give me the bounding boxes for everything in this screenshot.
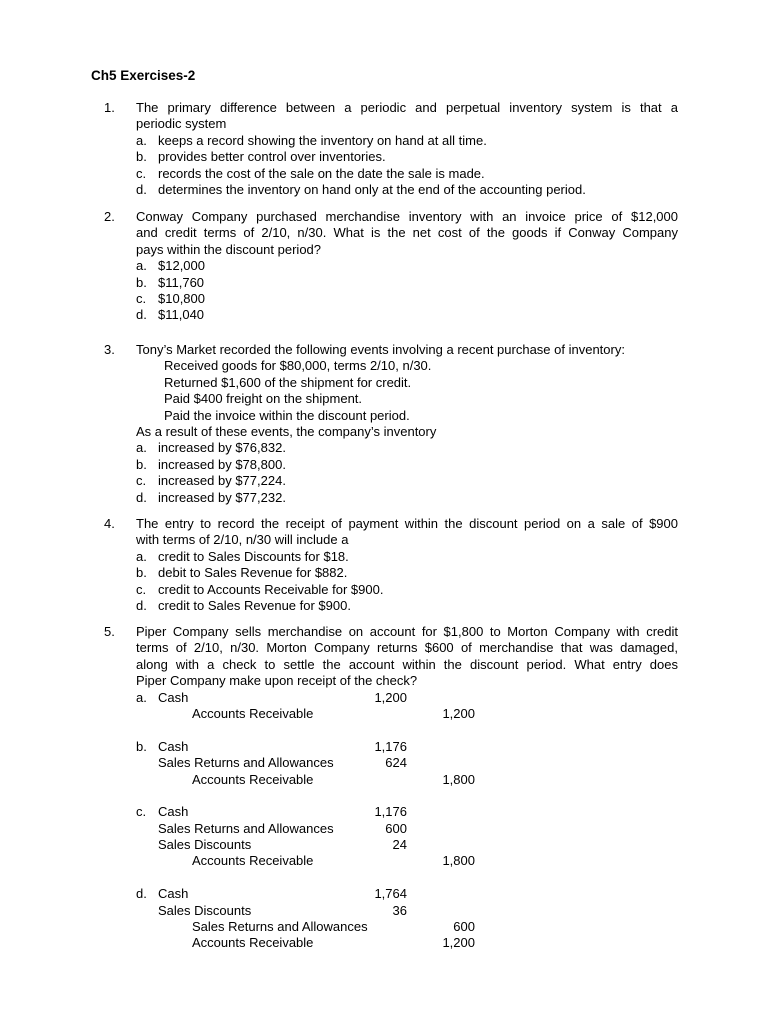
question-text xyxy=(136,100,678,198)
option-letter: b. xyxy=(136,565,147,581)
event-text: Paid the invoice within the discount period. xyxy=(164,407,410,423)
option-letter: a. xyxy=(136,132,147,148)
account-name: Sales Returns and Allowances xyxy=(158,820,334,836)
question-number: 5. xyxy=(104,624,115,639)
option-letter: d. xyxy=(136,181,147,197)
answer-option xyxy=(136,473,678,489)
account-name: Cash xyxy=(158,689,189,705)
option-text: $11,760 xyxy=(158,274,205,290)
question-line: The primary difference between a periodic and perpetual inventory system is that a xyxy=(136,100,678,115)
journal-entry-row xyxy=(136,935,678,951)
journal-entry-row xyxy=(136,739,678,755)
option-text: increased by $76,832. xyxy=(158,440,286,456)
journal-entry-row xyxy=(136,755,678,771)
option-text: $11,040 xyxy=(158,307,205,323)
journal-entry-row xyxy=(136,903,678,919)
answer-option xyxy=(136,182,678,198)
question-line: Tony’s Market recorded the following events involving a recent purchase of inventory: xyxy=(136,342,625,357)
debit-amount: 1,176 xyxy=(374,738,407,754)
credit-amount: 1,200 xyxy=(442,705,475,721)
question-text xyxy=(136,516,678,614)
event-line xyxy=(136,358,678,374)
option-letter: b. xyxy=(136,738,147,754)
option-letter: c. xyxy=(136,290,147,306)
answer-option xyxy=(136,565,678,581)
question-line: Conway Company purchased merchandise inventory with an invoice price of $12,000 xyxy=(136,209,678,224)
account-name: Cash xyxy=(158,804,189,820)
answer-option xyxy=(136,258,678,274)
debit-amount: 36 xyxy=(392,902,407,918)
option-text: credit to Sales Revenue for $900. xyxy=(158,597,351,613)
question-line: and credit terms of 2/10, n/30. What is the net cost of the goods if Conway Company xyxy=(136,225,678,241)
question-number: 3. xyxy=(104,342,115,357)
question-line: Piper Company sells merchandise on account for $1,800 to Morton Company with credit xyxy=(136,624,678,639)
option-text: credit to Accounts Receivable for $900. xyxy=(158,581,384,597)
question-text xyxy=(136,624,678,952)
answer-option xyxy=(136,549,678,565)
journal-entry-row xyxy=(136,886,678,902)
option-text: records the cost of the sale on the date the sale is made. xyxy=(158,165,485,181)
answer-option xyxy=(136,307,678,323)
journal-entry-row xyxy=(136,919,678,935)
account-name: Sales Returns and Allowances xyxy=(192,919,368,935)
question-line: pays within the discount period? xyxy=(136,241,322,257)
answer-option xyxy=(136,166,678,182)
journal-entry-row xyxy=(136,837,678,853)
journal-entry-row xyxy=(136,690,678,706)
account-name: Cash xyxy=(158,738,189,754)
question-line: with terms of 2/10, n/30 will include a xyxy=(136,532,349,548)
account-name: Accounts Receivable xyxy=(192,771,314,787)
option-text: $10,800 xyxy=(158,290,205,306)
option-letter: b. xyxy=(136,274,147,290)
answer-option xyxy=(136,598,678,614)
event-line xyxy=(136,375,678,391)
option-letter: b. xyxy=(136,149,147,165)
event-line xyxy=(136,408,678,424)
option-letter: d. xyxy=(136,489,147,505)
event-text: Returned $1,600 of the shipment for credit. xyxy=(164,374,412,390)
debit-amount: 1,176 xyxy=(374,804,407,820)
event-text: Received goods for $80,000, terms 2/10, n/30. xyxy=(164,358,432,374)
credit-amount: 1,800 xyxy=(442,771,475,787)
question-number: 2. xyxy=(104,209,115,224)
question-text xyxy=(136,342,678,506)
journal-entry-row xyxy=(136,853,678,869)
credit-amount: 600 xyxy=(453,919,475,935)
answer-option xyxy=(136,133,678,149)
option-letter: a. xyxy=(136,440,147,456)
option-letter: d. xyxy=(136,307,147,323)
option-letter: c. xyxy=(136,473,147,489)
option-text: $12,000 xyxy=(158,258,205,274)
credit-amount: 1,200 xyxy=(442,935,475,951)
option-letter: a. xyxy=(136,689,147,705)
question-line: The entry to record the receipt of payment within the discount period on a sale of $900 xyxy=(136,516,678,531)
question-number: 4. xyxy=(104,516,115,531)
question-text xyxy=(136,209,678,324)
answer-option xyxy=(136,291,678,307)
account-name: Sales Returns and Allowances xyxy=(158,755,334,771)
account-name: Accounts Receivable xyxy=(192,705,314,721)
question-line: periodic system xyxy=(136,116,227,132)
option-letter: c. xyxy=(136,804,147,820)
question-line: terms of 2/10, n/30. Morton Company returns $600 of merchandise that was damaged, xyxy=(136,640,678,656)
option-letter: d. xyxy=(136,886,147,902)
journal-entry-row xyxy=(136,706,678,722)
event-text: Paid $400 freight on the shipment. xyxy=(164,391,363,407)
option-letter: c. xyxy=(136,581,147,597)
question-line: along with a check to settle the account within the discount period. What entry does xyxy=(136,656,678,672)
debit-amount: 24 xyxy=(392,837,407,853)
credit-amount: 1,800 xyxy=(442,853,475,869)
option-letter: d. xyxy=(136,597,147,613)
question-number: 1. xyxy=(104,100,115,115)
option-text: increased by $78,800. xyxy=(158,456,286,472)
page-title: Ch5 Exercises-2 xyxy=(91,68,196,83)
answer-option xyxy=(136,149,678,165)
debit-amount: 624 xyxy=(385,755,407,771)
option-letter: c. xyxy=(136,165,147,181)
option-text: increased by $77,232. xyxy=(158,489,286,505)
option-text: keeps a record showing the inventory on hand at all time. xyxy=(158,132,487,148)
account-name: Cash xyxy=(158,886,189,902)
answer-option xyxy=(136,582,678,598)
account-name: Sales Discounts xyxy=(158,902,252,918)
option-text: determines the inventory on hand only at the end of the accounting period. xyxy=(158,181,586,197)
journal-entry-row xyxy=(136,804,678,820)
option-text: debit to Sales Revenue for $882. xyxy=(158,565,348,581)
question-line: As a result of these events, the company’s inventory xyxy=(136,423,437,439)
option-text: credit to Sales Discounts for $18. xyxy=(158,548,349,564)
journal-entry-row xyxy=(136,772,678,788)
option-letter: a. xyxy=(136,258,147,274)
debit-amount: 1,200 xyxy=(374,689,407,705)
option-letter: a. xyxy=(136,548,147,564)
answer-option xyxy=(136,490,678,506)
account-name: Accounts Receivable xyxy=(192,853,314,869)
option-text: provides better control over inventories. xyxy=(158,149,386,165)
answer-option xyxy=(136,275,678,291)
account-name: Accounts Receivable xyxy=(192,935,314,951)
debit-amount: 600 xyxy=(385,820,407,836)
account-name: Sales Discounts xyxy=(158,837,252,853)
question-line: Piper Company make upon receipt of the check? xyxy=(136,673,418,689)
debit-amount: 1,764 xyxy=(374,886,407,902)
answer-option xyxy=(136,440,678,456)
option-text: increased by $77,224. xyxy=(158,473,286,489)
event-line xyxy=(136,391,678,407)
option-letter: b. xyxy=(136,456,147,472)
journal-entry-row xyxy=(136,821,678,837)
answer-option xyxy=(136,457,678,473)
